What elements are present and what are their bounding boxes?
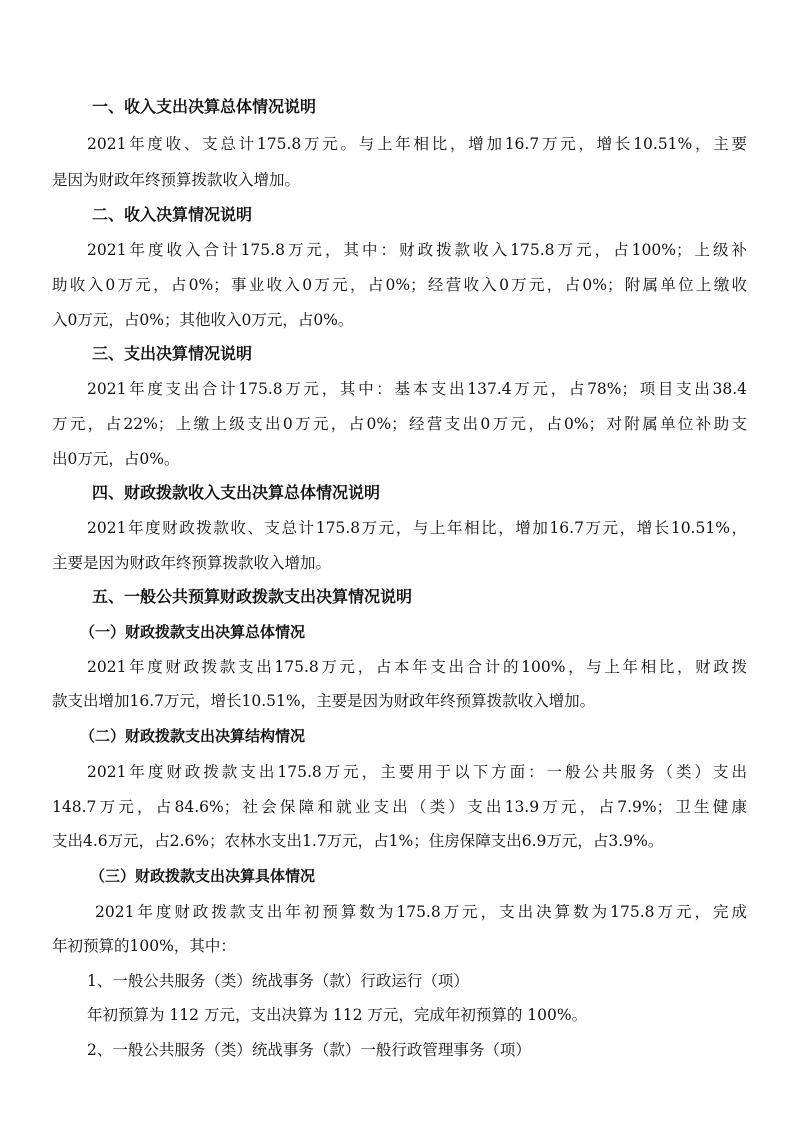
section-heading: 一、收入支出决算总体情况说明: [92, 97, 317, 116]
section-heading: 五、一般公共预算财政拨款支出决算情况说明: [92, 587, 413, 606]
subsection-heading: （一）财政拨款支出决算总体情况: [80, 623, 306, 641]
paragraph-line: 年初预算的100%，其中：: [52, 937, 236, 955]
paragraph-line: 2021年度财政拨款收、支总计175.8万元，与上年相比，增加16.7万元，增长10.51%，: [87, 519, 747, 537]
paragraph-line: 2021年度支出合计175.8万元，其中：基本支出137.4万元，占78%；项目支出38.4: [87, 380, 747, 398]
paragraph-line: 2021年度财政拨款支出175.8万元，主要用于以下方面：一般公共服务（类）支出: [87, 763, 747, 781]
paragraph-line: 出0万元，占0%。: [52, 450, 180, 468]
section-heading: 二、收入决算情况说明: [92, 205, 253, 224]
subsection-heading: （三）财政拨款支出决算具体情况: [90, 867, 316, 885]
paragraph-line: 助收入0万元，占0%；事业收入0万元，占0%；经营收入0万元，占0%；附属单位上缴收: [52, 276, 747, 294]
paragraph-line: 主要是因为财政年终预算拨款收入增加。: [52, 554, 332, 572]
list-item: 1、一般公共服务（类）统战事务（款）行政运行（项）: [87, 972, 469, 990]
paragraph-line: 2021年度财政拨款支出175.8万元，占本年支出合计的100%，与上年相比，财政拨: [87, 658, 747, 676]
paragraph-line: 148.7万元，占84.6%；社会保障和就业支出（类）支出13.9万元，占7.9%；卫生健康: [52, 798, 747, 816]
list-item: 2、一般公共服务（类）统战事务（款）一般行政管理事务（项）: [87, 1041, 531, 1059]
paragraph-line: 年初预算为 112 万元，支出决算为 112 万元，完成年初预算的 100%。: [87, 1006, 588, 1024]
paragraph-line: 2021年度收、支总计175.8万元。与上年相比，增加16.7万元，增长10.51%，主要: [87, 135, 747, 153]
paragraph-line: 2021年度财政拨款支出年初预算数为175.8万元，支出决算数为175.8万元，完成: [95, 903, 747, 921]
paragraph-line: 万元，占22%；上缴上级支出0万元，占0%；经营支出0万元，占0%；对附属单位补助支: [52, 415, 747, 433]
paragraph-line: 入0万元，占0%；其他收入0万元，占0%。: [52, 311, 354, 329]
section-heading: 三、支出决算情况说明: [92, 344, 253, 363]
paragraph-line: 支出4.6万元，占2.6%；农林水支出1.7万元，占1%；住房保障支出6.9万元，占3.9%。: [52, 832, 664, 850]
section-heading: 四、财政拨款收入支出决算总体情况说明: [92, 483, 381, 502]
subsection-heading: （二）财政拨款支出决算结构情况: [80, 727, 306, 745]
paragraph-line: 是因为财政年终预算拨款收入增加。: [52, 171, 301, 189]
paragraph-line: 款支出增加16.7万元，增长10.51%，主要是因为财政年终预算拨款收入增加。: [52, 692, 596, 710]
paragraph-line: 2021年度收入合计175.8万元，其中：财政拨款收入175.8万元，占100%；上级补: [87, 241, 747, 259]
